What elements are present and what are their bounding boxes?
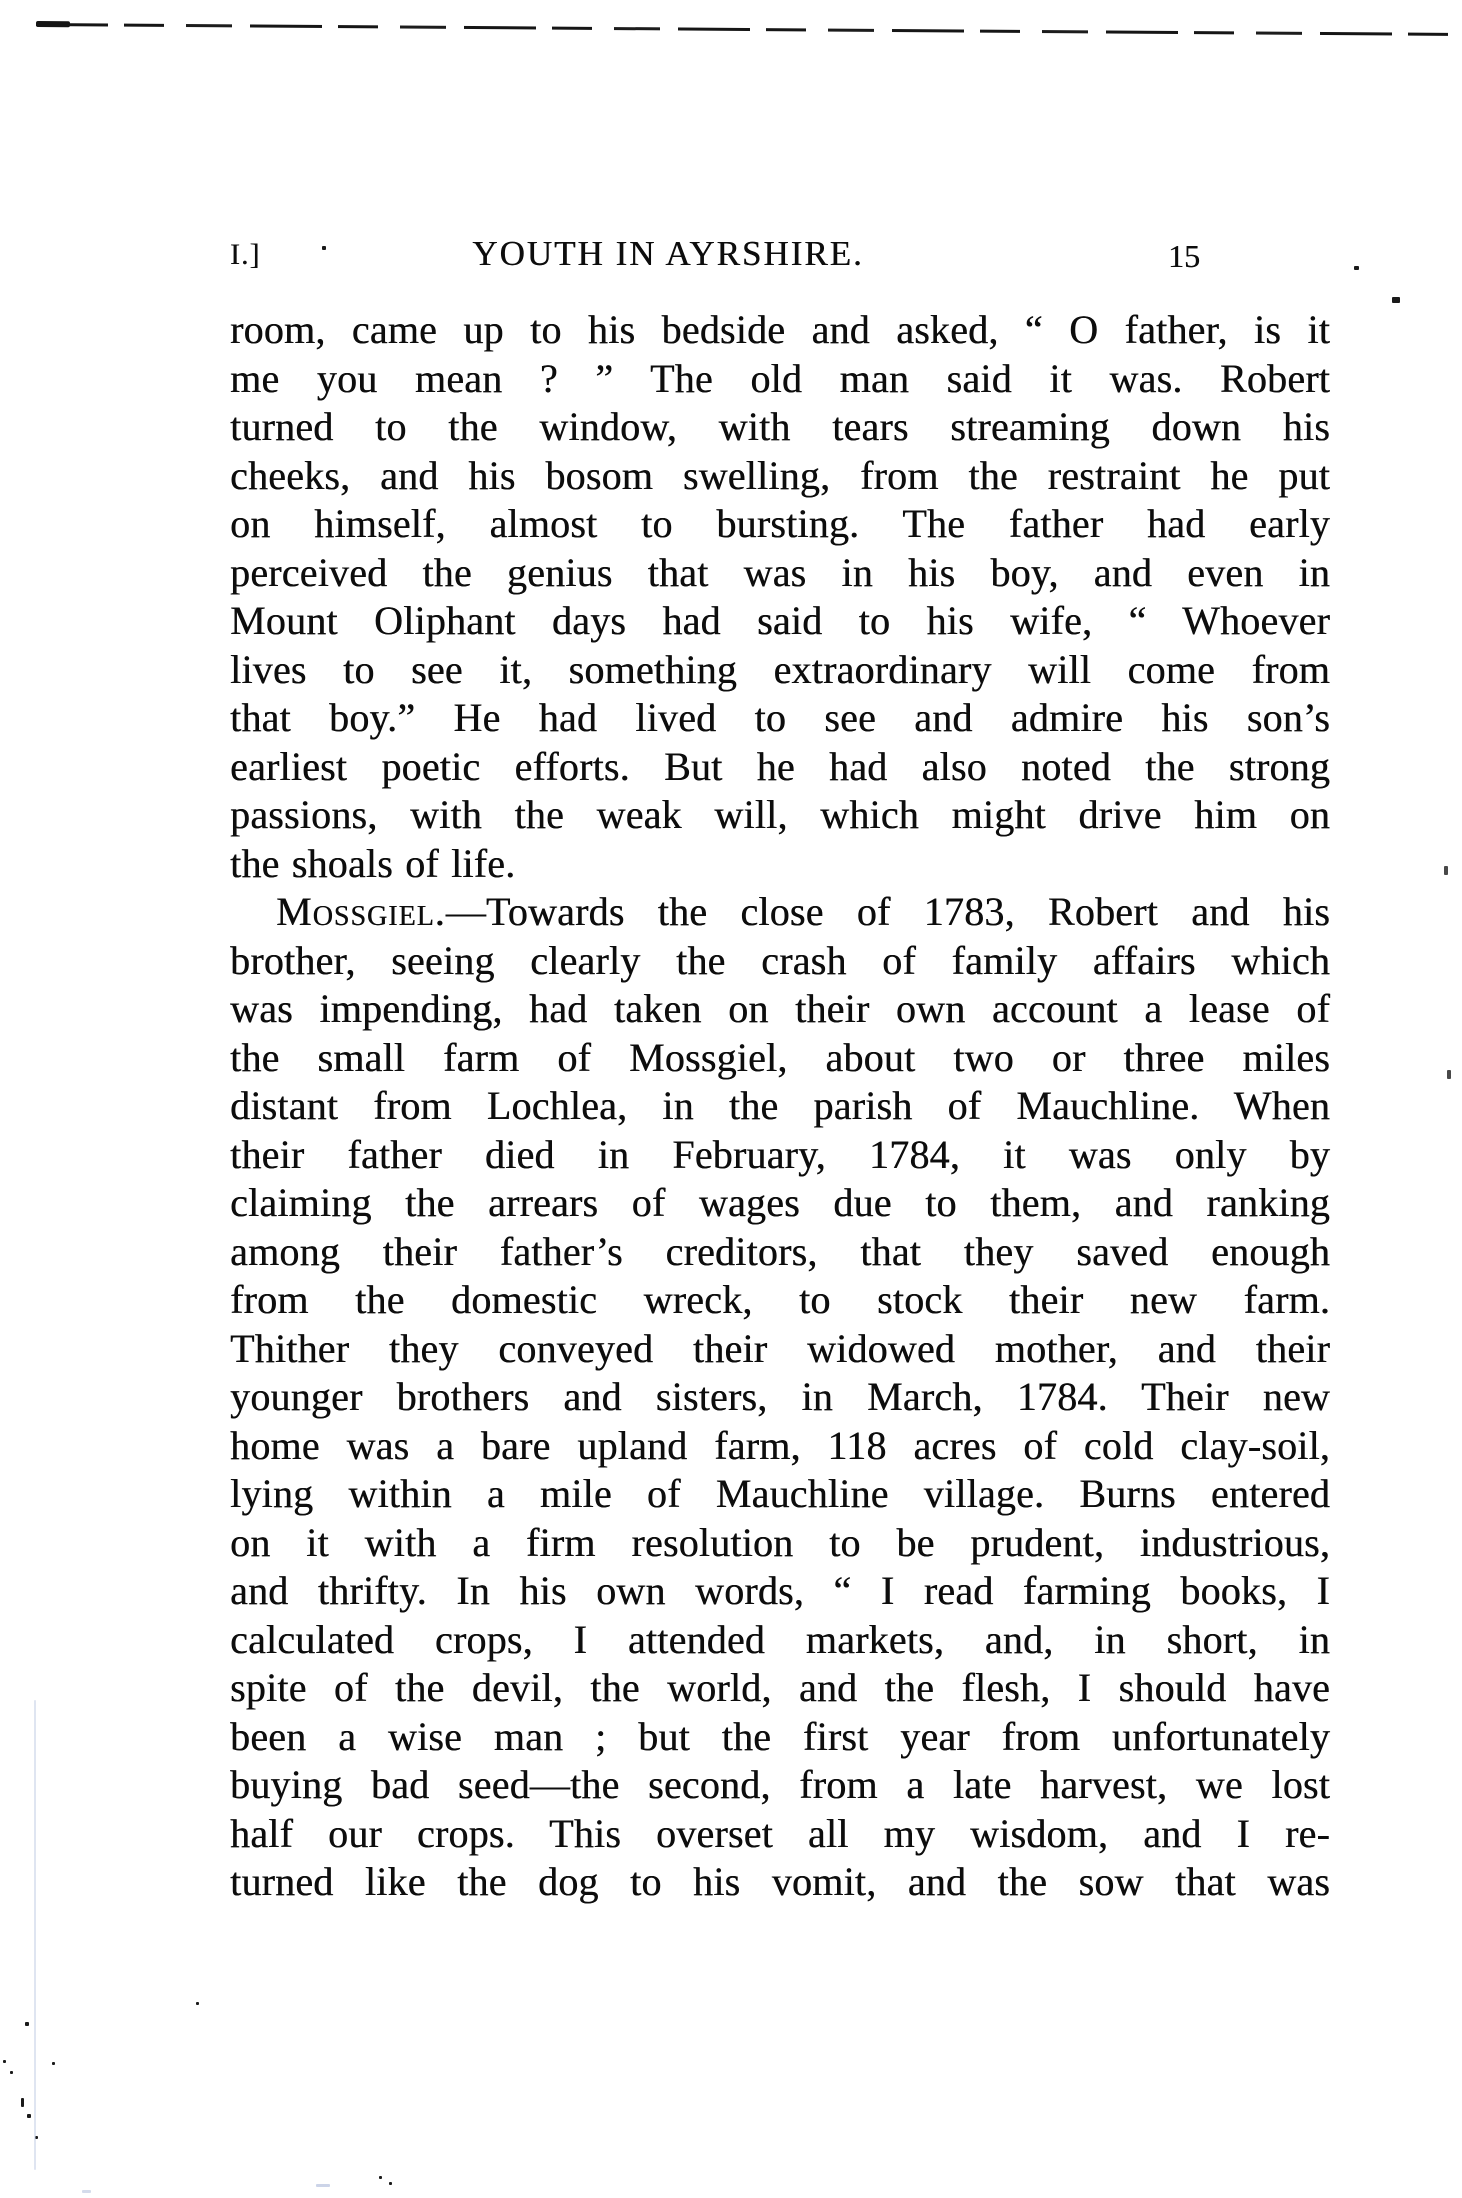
text-line: perceived the genius that was in his boy, and even in <box>230 549 1330 595</box>
smallcaps-word: Mossgiel. <box>276 889 446 934</box>
scan-speck <box>1354 266 1359 270</box>
text-line: from the domestic wreck, to stock their new farm. <box>230 1277 1330 1322</box>
text-line: on himself, almost to bursting. The father had early <box>230 501 1330 546</box>
text-line: and thrifty. In his own words, “ I read farming books, I <box>230 1568 1330 1613</box>
scan-speck <box>3 2060 6 2063</box>
text-line: the shoals of life. <box>230 840 516 886</box>
text-run: —Towards the close of 1783, Robert and his <box>445 889 1330 934</box>
scan-speck <box>1444 866 1448 875</box>
text-line: younger brothers and sisters, in March, 1784. Their new <box>230 1374 1330 1419</box>
scan-speck <box>52 2062 55 2065</box>
page-body-text <box>230 306 1330 1907</box>
scan-speck <box>82 2190 91 2193</box>
text-line: passions, with the weak will, which might drive him on <box>230 792 1330 837</box>
text-line: turned to the window, with tears streaming down his <box>230 404 1330 449</box>
text-line: claiming the arrears of wages due to them, and ranking <box>230 1180 1330 1225</box>
scan-speck <box>10 2071 13 2074</box>
chapter-marker: I.] <box>230 238 261 271</box>
text-line: cheeks, and his bosom swelling, from the restraint he put <box>230 452 1330 498</box>
text-line: lying within a mile of Mauchline village. Burns entered <box>230 1471 1330 1516</box>
text-line: been a wise man ; but the first year from unfortunately <box>230 1713 1330 1759</box>
text-line: turned like the dog to his vomit, and the sow that was <box>230 1859 1330 1904</box>
scan-speck <box>1392 297 1400 303</box>
text-line: lives to see it, something extraordinary will come from <box>230 646 1330 692</box>
scan-speck <box>379 2176 382 2179</box>
text-line: was impending, had taken on their own account a lease of <box>230 986 1330 1031</box>
text-line: buying bad seed—the second, from a late harvest, we lost <box>230 1762 1330 1807</box>
scan-speck <box>1447 1070 1451 1079</box>
text-line: Mount Oliphant days had said to his wife, “ Whoever <box>230 598 1330 643</box>
page-number: 15 <box>1168 238 1200 274</box>
text-line: home was a bare upland farm, 118 acres of cold clay-soil, <box>230 1422 1330 1468</box>
text-line: calculated crops, I attended markets, and, in short, in <box>230 1616 1330 1662</box>
scan-speck <box>25 2022 29 2026</box>
text-line: room, came up to his bedside and asked, “ O father, is it <box>230 307 1330 352</box>
text-line: spite of the devil, the world, and the flesh, I should have <box>230 1665 1330 1710</box>
text-line: distant from Lochlea, in the parish of Mauchline. When <box>230 1083 1330 1128</box>
text-line: brother, seeing clearly the crash of family affairs which <box>230 937 1330 983</box>
text-line: among their father’s creditors, that they saved enough <box>230 1228 1330 1274</box>
scan-speck <box>196 2002 199 2005</box>
scan-speck <box>27 2114 31 2118</box>
text-line: Thither they conveyed their widowed mother, and their <box>230 1325 1330 1371</box>
text-line: half our crops. This overset all my wisdom, and I re- <box>230 1810 1330 1856</box>
scan-speck <box>322 246 326 250</box>
text-line: that boy.” He had lived to see and admire his son’s <box>230 695 1330 740</box>
running-title: YOUTH IN AYRSHIRE. <box>472 234 864 273</box>
text-line: me you mean ? ” The old man said it was. Robert <box>230 355 1330 401</box>
text-line: the small farm of Mossgiel, about two or three miles <box>230 1034 1330 1080</box>
text-line: their father died in February, 1784, it was only by <box>230 1131 1330 1177</box>
text-line: earliest poetic efforts. But he had also noted the strong <box>230 743 1330 789</box>
scan-speck <box>316 2184 330 2187</box>
scan-speck <box>21 2098 24 2107</box>
scan-speck <box>389 2182 392 2185</box>
text-line: on it with a firm resolution to be prudent, industrious, <box>230 1519 1330 1565</box>
scan-speck <box>34 1700 36 2170</box>
text-line <box>230 888 1330 937</box>
page-top-scan-line <box>36 23 1462 36</box>
